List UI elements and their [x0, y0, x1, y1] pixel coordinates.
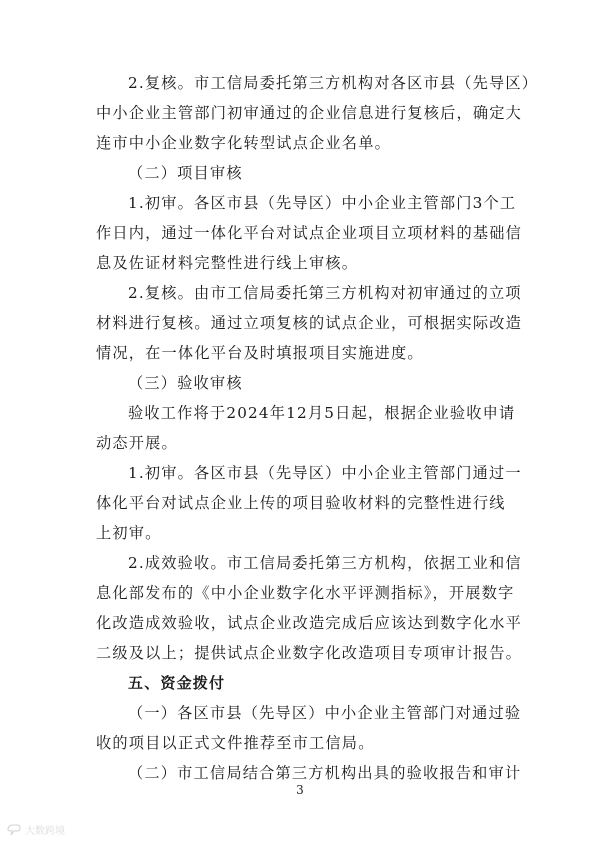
watermark	[6, 822, 65, 837]
paragraph-line: 上初审。	[96, 524, 162, 542]
page-number: 3	[296, 783, 304, 797]
paragraph-line: 连市中小企业数字化转型试点企业名单。	[96, 134, 391, 152]
paragraph-line: 收的项目以正式文件推荐至市工信局。	[96, 734, 375, 752]
section-heading: （二）项目审核	[128, 164, 243, 182]
paragraph-line: 息化部发布的《中小企业数字化水平评测指标》，开展数字	[96, 584, 515, 602]
paragraph-line: （二）市工信局结合第三方机构出具的验收报告和审计	[128, 764, 522, 782]
watermark-logo-icon	[6, 823, 22, 837]
paragraph-line: 化改造成效验收，试点企业改造完成后应该达到数字化水平	[96, 614, 523, 632]
paragraph-line: 2.成效验收。市工信局委托第三方机构，依据工业和信	[128, 554, 522, 572]
paragraph-line: 2.复核。由市工信局委托第三方机构对初审通过的立项	[128, 284, 522, 302]
chapter-heading: 五、资金拨付	[128, 674, 226, 692]
paragraph-line: 1.初审。各区市县（先导区）中小企业主管部门通过一	[128, 464, 522, 482]
paragraph-line: 作日内，通过一体化平台对试点企业项目立项材料的基础信	[96, 224, 523, 242]
paragraph-line: 二级及以上；提供试点企业数字化改造项目专项审计报告。	[96, 644, 523, 662]
paragraph-line: 2.复核。市工信局委托第三方机构对各区市县（先导区）	[128, 74, 539, 92]
paragraph-line: 材料进行复核。通过立项复核的试点企业，可根据实际改造	[96, 314, 523, 332]
document-body	[96, 68, 539, 788]
paragraph-line: 息及佐证材料完整性进行线上审核。	[96, 254, 359, 272]
paragraph-line: 中小企业主管部门初审通过的企业信息进行复核后，确定大	[96, 104, 523, 122]
paragraph-line: 动态开展。	[96, 434, 178, 452]
paragraph-line: 体化平台对试点企业上传的项目验收材料的完整性进行线	[96, 494, 506, 512]
paragraph-line: 验收工作将于2024年12月5日起，根据企业验收申请	[128, 404, 516, 422]
paragraph-line: 1.初审。各区市县（先导区）中小企业主管部门3个工	[128, 194, 517, 212]
watermark-text: 大数跨境	[25, 826, 65, 837]
section-heading: （三）验收审核	[128, 374, 243, 392]
paragraph-line: 情况，在一体化平台及时填报项目实施进度。	[96, 344, 424, 362]
paragraph-line: （一）各区市县（先导区）中小企业主管部门对通过验	[128, 704, 522, 722]
